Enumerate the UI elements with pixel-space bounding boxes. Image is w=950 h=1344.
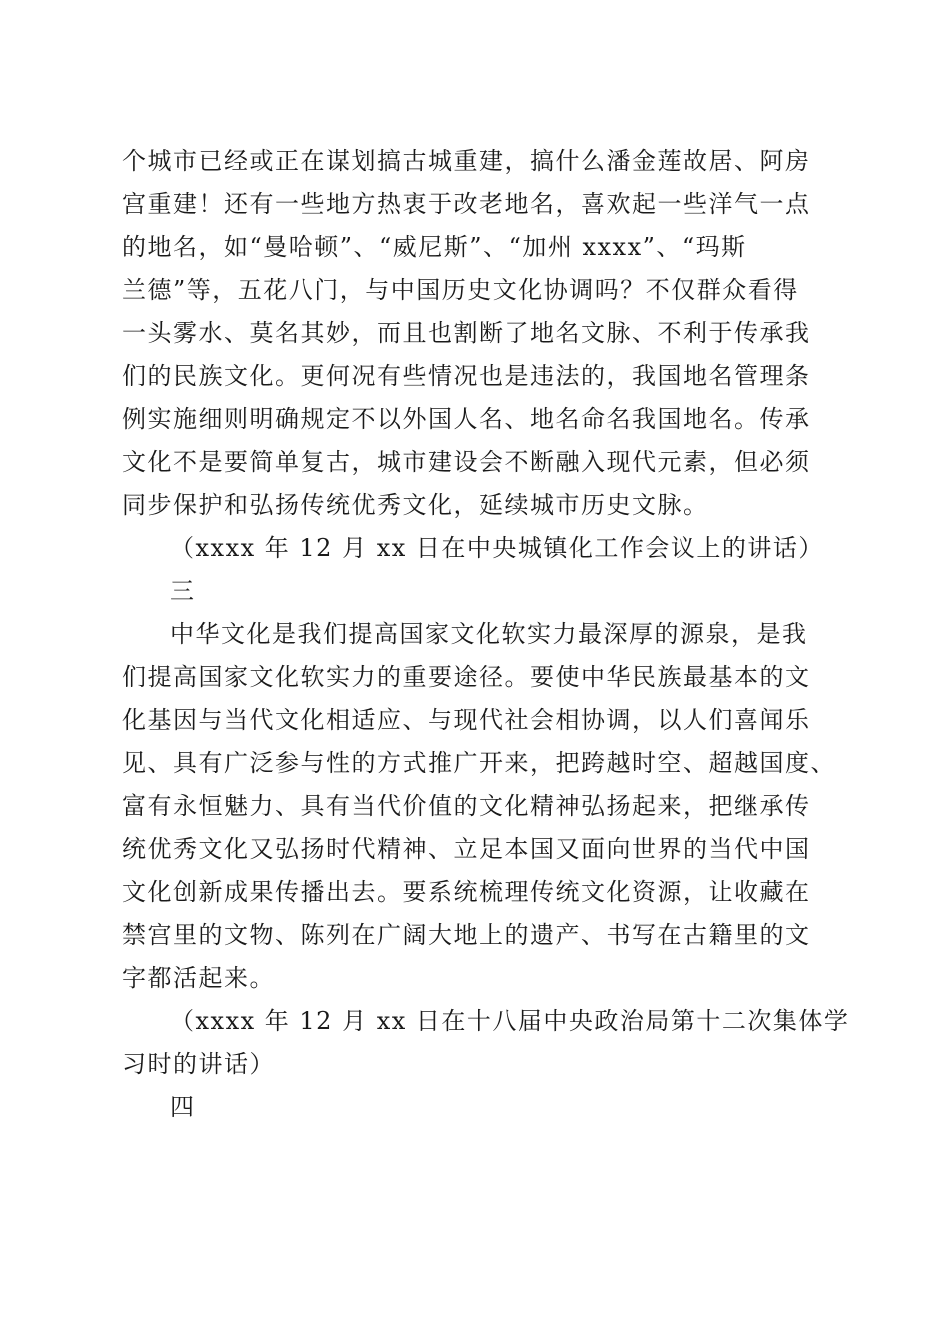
paragraph-line: 们的民族文化。更何况有些情况也是违法的，我国地名管理条: [122, 362, 811, 390]
section-number: 三: [170, 577, 196, 605]
paragraph-line: 同步保护和弘扬传统优秀文化，延续城市历史文脉。: [122, 491, 709, 519]
paragraph-line: 禁宫里的文物、陈列在广阔大地上的遗产、书写在古籍里的文: [122, 921, 811, 949]
paragraph-line: 化基因与当代文化相适应、与现代社会相协调，以人们喜闻乐: [122, 706, 811, 734]
paragraph-line: 见、具有广泛参与性的方式推广开来，把跨越时空、超越国度、: [122, 749, 836, 777]
paragraph-line: 个城市已经或正在谋划搞古城重建，搞什么潘金莲故居、阿房: [122, 147, 811, 175]
citation-line: 习时的讲话）: [122, 1050, 275, 1078]
paragraph-line: 富有永恒魅力、具有当代价值的文化精神弘扬起来，把继承传: [122, 792, 811, 820]
paragraph-line: 例实施细则明确规定不以外国人名、地名命名我国地名。传承: [122, 405, 811, 433]
section-number: 四: [170, 1093, 196, 1121]
paragraph-line: 文化创新成果传播出去。要系统梳理传统文化资源，让收藏在: [122, 878, 811, 906]
citation-line: （xxxx 年 12 月 xx 日在十八届中央政治局第十二次集体学: [170, 1007, 850, 1035]
citation-line: （xxxx 年 12 月 xx 日在中央城镇化工作会议上的讲话）: [170, 534, 824, 562]
paragraph-line: 文化不是要简单复古，城市建设会不断融入现代元素，但必须: [122, 448, 811, 476]
paragraph-line: 一头雾水、莫名其妙，而且也割断了地名文脉、不利于传承我: [122, 319, 811, 347]
paragraph-line: 统优秀文化又弘扬时代精神、立足本国又面向世界的当代中国: [122, 835, 811, 863]
paragraph-line: 们提高国家文化软实力的重要途径。要使中华民族最基本的文: [122, 663, 811, 691]
paragraph-line: 字都活起来。: [122, 964, 275, 992]
paragraph-line: 的地名，如“曼哈顿”、“威尼斯”、“加州 xxxx”、“玛斯: [122, 233, 747, 261]
paragraph-line: 中华文化是我们提高国家文化软实力最深厚的源泉，是我: [170, 620, 808, 648]
paragraph-line: 兰德”等，五花八门，与中国历史文化协调吗？不仅群众看得: [122, 276, 799, 304]
paragraph-line: 宫重建！还有一些地方热衷于改老地名，喜欢起一些洋气一点: [122, 190, 811, 218]
